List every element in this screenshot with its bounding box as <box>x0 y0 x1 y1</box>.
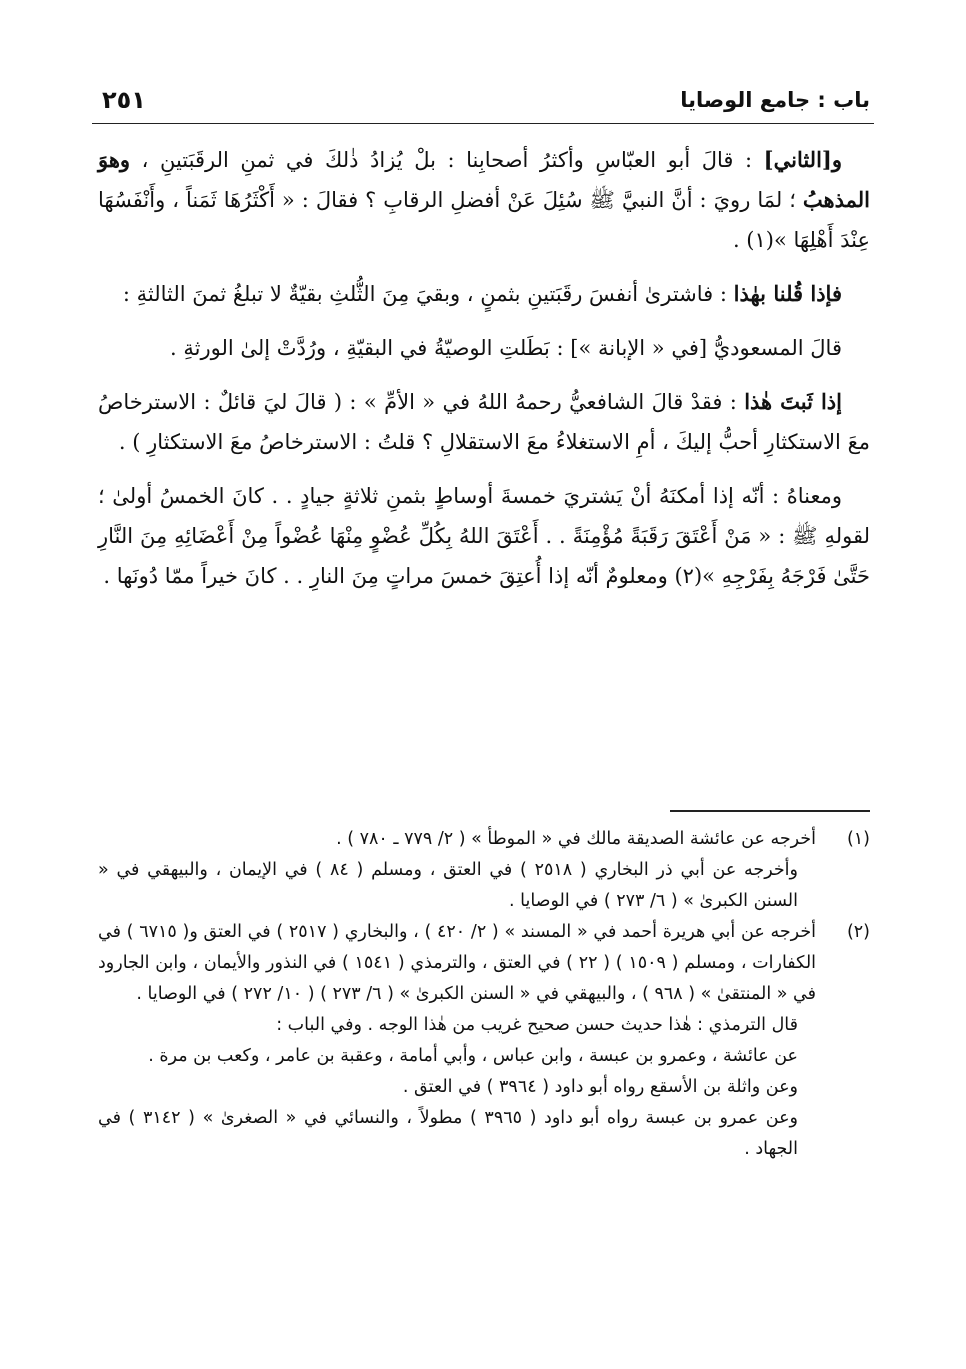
footnote-line: عن عائشة ، وعمرو بن عبسة ، وابن عباس ، وأبي أمامة ، وعقبة بن عامر ، وكعب بن مرة . <box>148 1046 798 1066</box>
footnote-1 <box>98 824 870 917</box>
footnote-line: وعن عمرو بن عبسة رواه أبو داود ( ٣٩٦٥ ) مطولاً ، والنسائي في « الصغرىٰ » ( ٣١٤٢ ) في الجهاد . <box>98 1108 798 1159</box>
footnotes <box>98 824 870 1165</box>
footnote-number: (٢) <box>846 922 870 942</box>
main-text <box>98 140 870 610</box>
paragraph-text: : فقدْ قالَ الشافعيُّ رحمهُ اللهُ في « الأمِّ » : ( قالَ ليَ قائلٌ : الاسترخاصُ معَ الاستكثارِ أحبُّ إليكَ ، أمِ الاستغلاءُ معَ الاستقلالِ ؟ قلتُ : الاسترخاصُ معَ الاستكثارِ ) . <box>98 390 870 454</box>
footnote-2 <box>98 917 870 1165</box>
paragraph-5: ومعناهُ : أنّه إذا أمكنَهُ أنْ يَشتريَ خمسةَ أوساطٍ بثمنِ ثلاثةٍ جيادٍ . . كانَ الخمسُ أولىٰ ؛ لقولهِ ﷺ : « مَنْ أَعْتَقَ رَقَبَةً مُؤْمِنَةً . . أَعْتَقَ اللهُ بِكُلِّ عُضْوٍ مِنْهَا عُضْواً مِنْ أَعْضَائِهِ مِنَ النَّارِ حَتَّىٰ فَرْجَهُ بِفَرْجِهِ »(٢) ومعلومٌ أنّه إذا أُعتِقَ خمسَ مراتٍ مِنَ النارِ . . كانَ خيراً ممّا دُونَها . <box>98 484 870 588</box>
bold-lead: و[الثاني] <box>763 147 842 172</box>
footnote-line: قال الترمذي : هٰذا حديث حسن صحيح غريب من هٰذا الوجه . وفي الباب : <box>276 1015 798 1035</box>
paragraph-2 <box>98 274 870 314</box>
paragraph-1 <box>98 140 870 260</box>
bold-lead: فإذا قُلنا بهٰذا <box>733 281 842 306</box>
page-number: ٢٥١ <box>102 86 146 114</box>
bold-lead: إذا ثَبتَ هٰذا <box>744 389 842 414</box>
chapter-title: باب : جامع الوصايا <box>680 88 870 112</box>
header-rule <box>92 123 874 124</box>
footnote-separator <box>670 810 870 812</box>
paragraph-text: ؛ لمَا رويَ : أنَّ النبيَّ ﷺ سُئِلَ عَنْ أفضلِ الرقابِ ؟ فقالَ : « أَكْثَرُهَا ثَمَناً ، وأَنْفَسُهَا عِنْدَ أَهْلِهَا »(١) . <box>98 188 870 252</box>
paragraph-3: قالَ المسعوديُّ [في « الإبانة »] : بَطَلتِ الوصيّةُ في البقيّةِ ، ورُدَّتْ إلىٰ الورثةِ . <box>170 336 842 360</box>
paragraph-text: : قالَ أبو العبّاسِ وأكثرُ أصحابِنا : بلْ يُزادُ ذٰلكَ في ثمنِ الرقَبَتينِ ، <box>130 148 764 172</box>
footnote-line: أخرجه عن أبي هريرة أحمد في « المسند » ( ٢/ ٤٢٠ ) ، والبخاري ( ٢٥١٧ ) في العتق و( ٦٧١٥ ) في الكفارات ، ومسلم ( ١٥٠٩ ) ( ٢٢ ) في العتق ، والترمذي ( ١٥٤١ ) في النذور والأيمان ، وابن الجارود في « المنتقىٰ » ( ٩٦٨ ) ، والبيهقي في « السنن الكبرىٰ » ( ٦/ ٢٧٣ ) ( ١٠/ ٢٧٢ ) في الوصايا . <box>98 922 817 1004</box>
footnote-line: وعن واثلة بن الأسقع رواه أبو داود ( ٣٩٦٤ ) في العتق . <box>402 1077 798 1097</box>
paragraph-text: : فاشترىٰ أنفسَ رقَبَتينِ بثمنٍ ، وبقيَ مِنَ الثُّلثِ بقيّةٌ لا تبلغُ ثمنَ الثالثةِ : <box>122 282 734 306</box>
footnote-line: أخرجه عن عائشة الصديقة مالك في « الموطأ » ( ٢/ ٧٧٩ ـ ٧٨٠ ) . <box>336 829 816 849</box>
footnote-number: (١) <box>846 829 870 849</box>
paragraph-4 <box>98 382 870 462</box>
footnote-line: وأخرجه عن أبي ذر البخاري ( ٢٥١٨ ) في العتق ، ومسلم ( ٨٤ ) في الإيمان ، والبيهقي في « السنن الكبرىٰ » ( ٦/ ٢٧٣ ) في الوصايا . <box>98 860 798 911</box>
page-header <box>96 84 870 118</box>
bold-phrase: وهوَ المذهبُ <box>98 147 870 212</box>
